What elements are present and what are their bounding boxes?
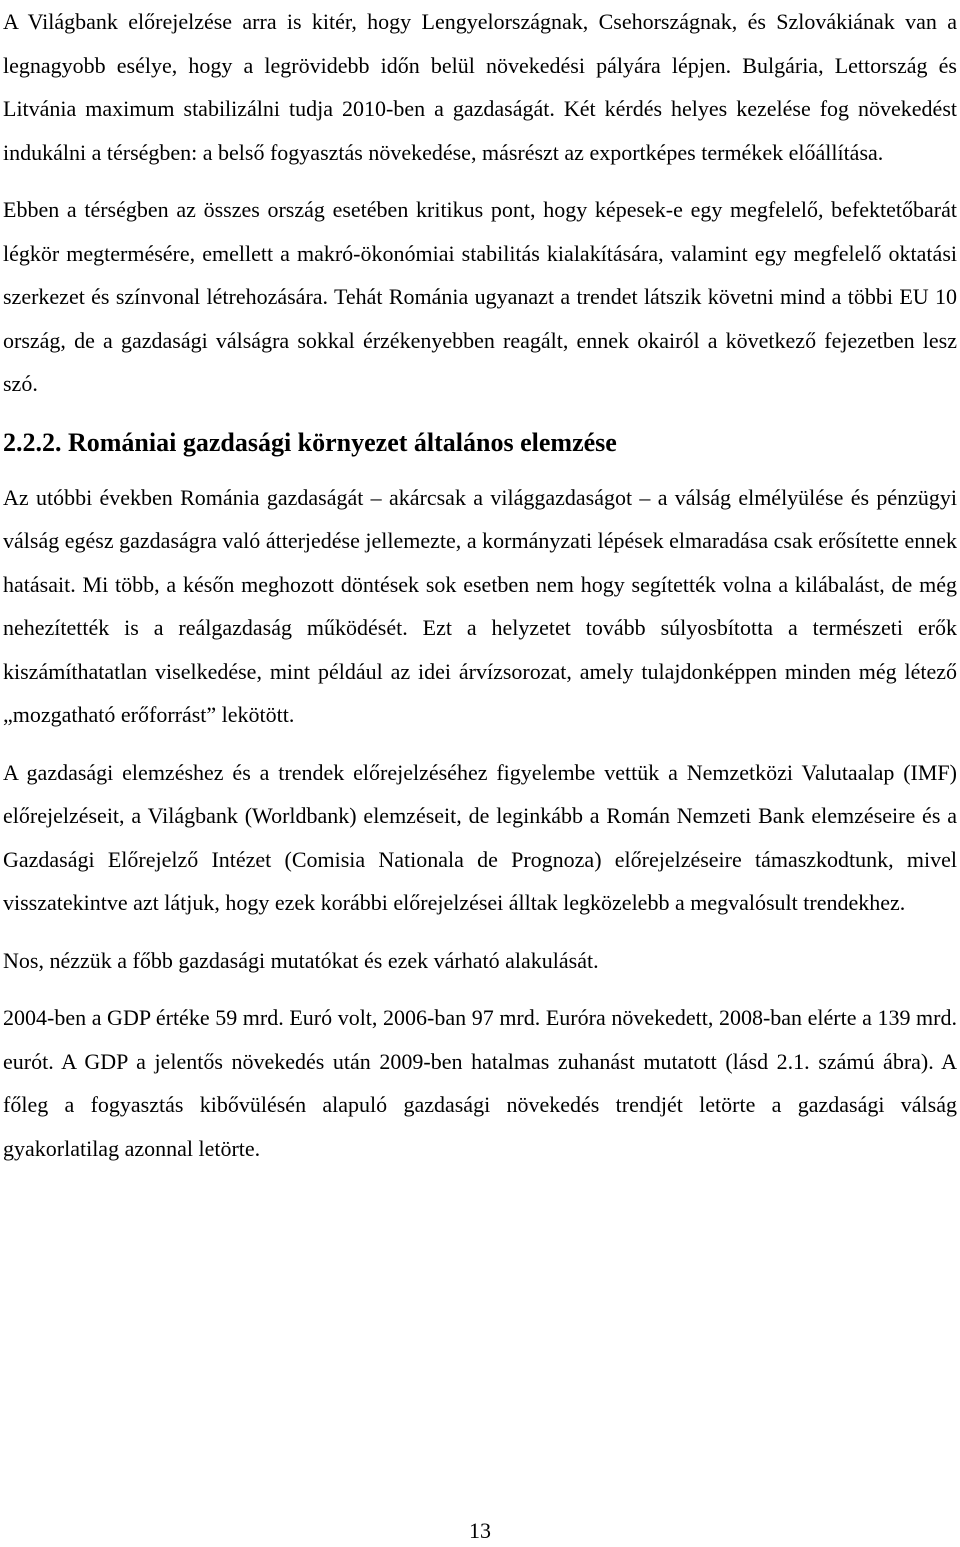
paragraph-worldbank-forecast: A Világbank előrejelzése arra is kitér, hogy Lengyelországnak, Csehországnak, és Szlovákiának van a legnagyobb esélye, hogy a legrövidebb időn belül növekedési pályára lépjen. Bulgária, Lettország és Litvánia maximum stabilizálni tudja 2010-ben a gazdaságát. Két kérdés helyes kezelése fog növekedést indukálni a térségben: a belső fogyasztás növekedése, másrészt az exportképes termékek előállítása. — [3, 9, 957, 165]
paragraph-region-critical-points: Ebben a térségben az összes ország esetében kritikus pont, hogy képesek-e egy megfelelő, befektetőbarát légkör megtermésére, emellett a makró-ökonómiai stabilitás kialakítására, valamint egy megfelelő oktatási szerkezet és színvonal létrehozására. Tehát Románia ugyanazt a trendet látszik követni mind a többi EU 10 ország, de a gazdasági válságra sokkal érzékenyebben reagált, ennek okairól a következő fejezetben lesz szó. — [3, 197, 957, 396]
paragraph-sources: A gazdasági elemzéshez és a trendek előrejelzéséhez figyelembe vettük a Nemzetközi Valutaalap (IMF) előrejelzéseit, a Világbank (Worldbank) elemzéseit, de leginkább a Román Nemzeti Bank elemzéseire és a Gazdasági Előrejelző Intézet (Comisia Nationala de Prognoza) előrejelzéseire támaszkodtunk, mivel visszatekintve azt látjuk, hogy ezek korábbi előrejelzései álltak legközelebb a megvalósult trendekhez. — [3, 759, 957, 915]
section-heading: 2.2.2. Romániai gazdasági környezet általános elemzése — [3, 427, 617, 457]
paragraph-gdp: 2004-ben a GDP értéke 59 mrd. Euró volt, 2006-ban 97 mrd. Euróra növekedett, 2008-ban elérte a 139 mrd. eurót. A GDP a jelentős növekedés után 2009-ben hatalmas zuhanást mutatott (lásd 2.1. számú ábra). A főleg a fogyasztás kibővülésén alapuló gazdasági növekedés trendjét letörte a gazdasági válság gyakorlatilag azonnal letörte. — [3, 1005, 957, 1161]
paragraph-indicators-intro: Nos, nézzük a főbb gazdasági mutatókat és ezek várható alakulását. — [3, 947, 599, 973]
page-number: 13 — [469, 1518, 491, 1543]
paragraph-recent-years: Az utóbbi években Románia gazdaságát – akárcsak a világgazdaságot – a válság elmélyülése és pénzügyi válság egész gazdaságra való átterjedése jellemezte, a kormányzati lépések elmaradása csak erősítette ennek hatásait. Mi több, a későn meghozott döntések sok esetben nem hogy segítették volna a kilábalást, de még nehezítették is a reálgazdaság működését. Ezt a helyzetet tovább súlyosbította a természeti erők kiszámíthatatlan viselkedése, mint például az idei árvízsorozat, amely tulajdonképpen minden még létező „mozgatható erőforrást” lekötött. — [3, 484, 957, 727]
page-content — [3, 0, 957, 1170]
